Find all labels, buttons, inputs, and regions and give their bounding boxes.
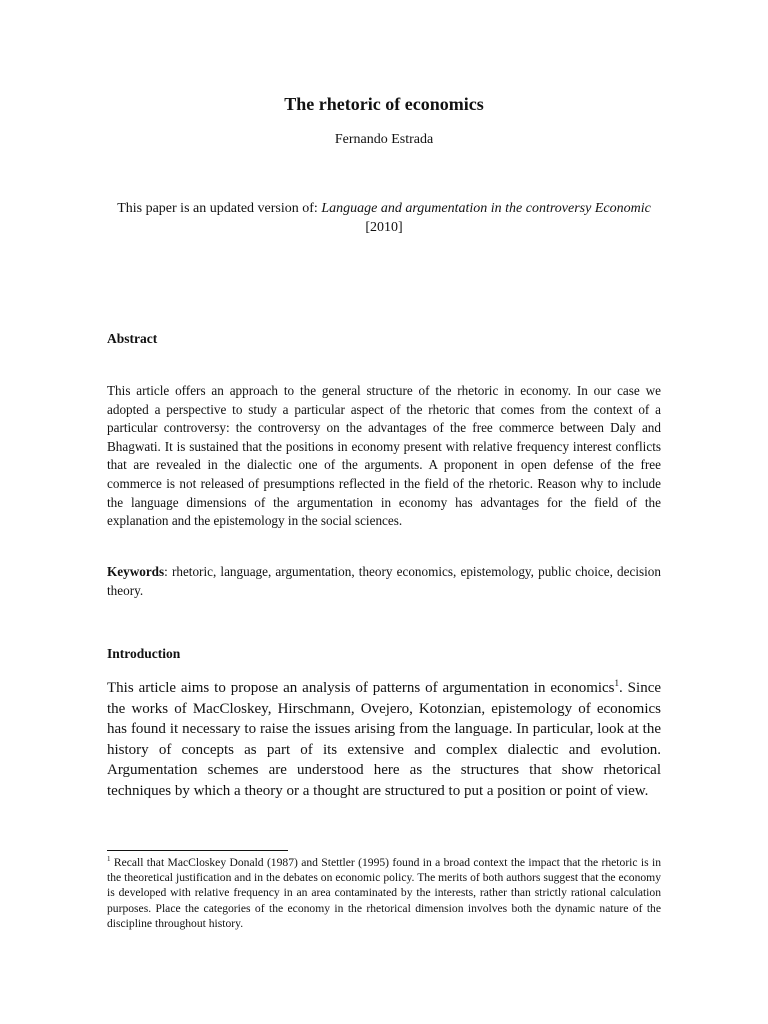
introduction-paragraph: [107, 678, 661, 802]
footnote-reference[interactable]: 1: [614, 678, 620, 688]
keywords-paragraph: [107, 563, 661, 600]
version-note-title: Language and argumentation in the controversy Economic: [321, 201, 651, 216]
version-note: [107, 199, 661, 237]
abstract-heading: Abstract: [107, 331, 158, 346]
footnote-text: Recall that MacCloskey Donald (1987) and Stettler (1995) found in a broad context the impact that the rhetoric is in the theoretical justification and in the debates on economic policy. The merits of both authors suggest that the economy is developed with relative frequency in an area contaminated by the interests, rather than strictly rational calculation purposes. Place the categories of the economy in the rhetorical dimension involves both the dynamic nature of the discipline throughout history.: [107, 856, 661, 930]
version-note-prefix: This paper is an updated version of:: [117, 201, 322, 216]
paper-title: The rhetoric of economics: [284, 94, 484, 114]
footnote-separator: [107, 850, 288, 851]
footnote-marker: 1: [107, 855, 111, 864]
introduction-text-start: This article aims to propose an analysis of patterns of argumentation in economics: [107, 680, 615, 696]
footnote: [107, 855, 661, 931]
keywords-list: : rhetoric, language, argumentation, theory economics, epistemology, public choice, decision theory.: [107, 564, 661, 598]
introduction-heading: Introduction: [107, 646, 181, 661]
author-name: Fernando Estrada: [334, 132, 434, 147]
introduction-text-rest: . Since the works of MacCloskey, Hirschmann, Ovejero, Kotonzian, epistemology of economics has found it necessary to raise the issues arising from the language. In particular, look at the history of concepts as part of its extensive and complex dialectic and evolution. Argumentation schemes are understood here as the structures that show rhetorical techniques by which a theory or a thought are structured to put a position or point of view.: [107, 680, 662, 799]
keywords-label: Keywords: [107, 564, 165, 579]
abstract-paragraph: This article offers an approach to the general structure of the rhetoric in economy. In our case we adopted a perspective to study a particular aspect of the rhetoric that comes from the context of a particular controversy: the controversy on the advantages of the free commerce between Daly and Bhagwati. It is sustained that the positions in economy present with relative frequency interest conflicts that are revealed in the dialectic one of the arguments. A proponent in open defense of the free commerce is not released of presumptions reflected in the field of the rhetoric. Reason why to include the language dimensions of the argumentation in economy has advantages for the field of the explanation and the epistemology in the social sciences.: [107, 383, 661, 529]
version-note-year: [2010]: [365, 220, 403, 235]
